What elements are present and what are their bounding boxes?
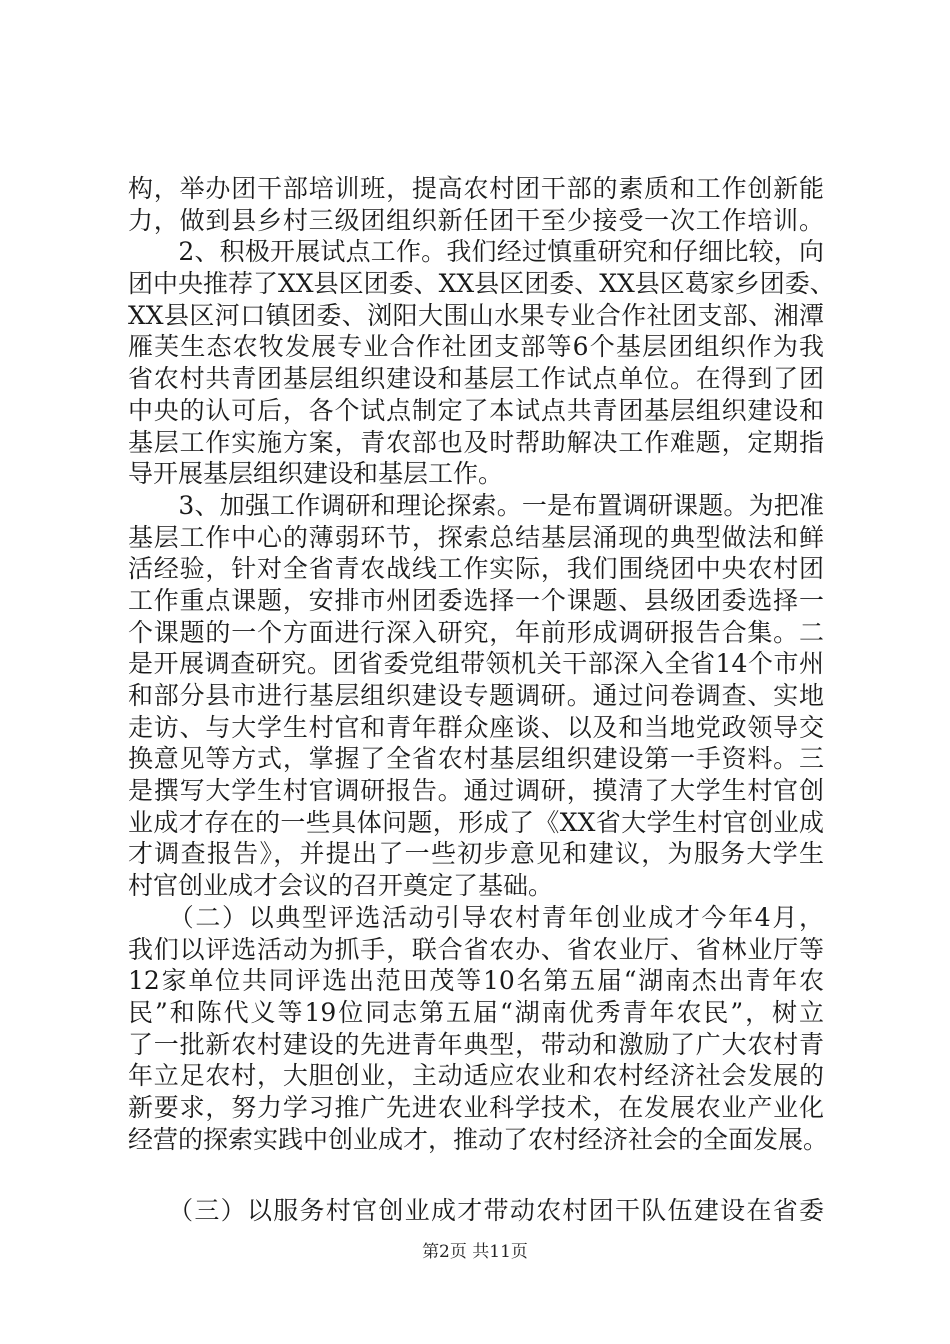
text-line: 力，做到县乡村三级团组织新任团干至少接受一次工作培训。 <box>128 205 824 235</box>
text-line: 个课题的一个方面进行深入研究，年前形成调研报告合集。二 <box>128 617 824 647</box>
text-line: 和部分县市进行基层组织建设专题调研。通过问卷调查、实地 <box>128 681 824 710</box>
text-line: XX县区河口镇团委、浏阳大围山水果专业合作社团支部、湘潭 <box>128 300 824 330</box>
text-line: 基层工作实施方案，青农部也及时帮助解决工作难题，定期指 <box>128 427 824 457</box>
text-line: （二）以典型评选活动引导农村青年创业成才今年4月， <box>128 902 824 932</box>
text-line: 工作重点课题，安排市州团委选择一个课题、县级团委选择一 <box>128 585 824 615</box>
text-line: 业成才存在的一些具体问题，形成了《XX省大学生村官创业成 <box>128 807 824 837</box>
text-line: 是撰写大学生村官调研报告。通过调研，摸清了大学生村官创 <box>128 776 824 806</box>
text-line: 12家单位共同评选出范田茂等10名第五届“湖南杰出青年农 <box>128 966 824 996</box>
text-line: 活经验，针对全省青农战线工作实际，我们围绕团中央农村团 <box>128 554 824 584</box>
text-line: 团中央推荐了XX县区团委、XX县区团委、XX县区葛家乡团委、 <box>128 269 835 299</box>
text-line: 导开展基层组织建设和基层工作。 <box>128 459 504 489</box>
body-text <box>128 173 835 1227</box>
page-footer: 第2页 共11页 <box>422 1242 528 1262</box>
text-line: 经营的探索实践中创业成才，推动了农村经济社会的全面发展。 <box>128 1124 829 1154</box>
text-line: 村官创业成才会议的召开奠定了基础。 <box>128 871 554 901</box>
text-line: 雁芙生态农牧发展专业合作社团支部等6个基层团组织作为我 <box>128 332 824 362</box>
text-line: 是开展调查研究。团省委党组带领机关干部深入全省14个市州 <box>128 649 824 679</box>
text-line: （三）以服务村官创业成才带动农村团干队伍建设在省委 <box>128 1196 824 1226</box>
text-line: 构，举办团干部培训班，提高农村团干部的素质和工作创新能 <box>128 174 824 203</box>
text-line: 换意见等方式，掌握了全省农村基层组织建设第一手资料。三 <box>128 744 824 774</box>
text-line: 省农村共青团基层组织建设和基层工作试点单位。在得到了团 <box>128 364 824 394</box>
text-line: 3、加强工作调研和理论探索。一是布置调研课题。为把准 <box>128 490 824 520</box>
text-line: 年立足农村，大胆创业，主动适应农业和农村经济社会发展的 <box>128 1061 824 1091</box>
text-line: 2、积极开展试点工作。我们经过慎重研究和仔细比较，向 <box>128 237 824 267</box>
text-line: 民”和陈代义等19位同志第五届“湖南优秀青年农民”，树立 <box>128 997 824 1027</box>
paragraph-gap <box>128 1155 824 1195</box>
text-line: 新要求，努力学习推广先进农业科学技术，在发展农业产业化 <box>128 1092 824 1122</box>
text-line: 走访、与大学生村官和青年群众座谈、以及和当地党政领导交 <box>128 712 824 742</box>
text-line: 我们以评选活动为抓手，联合省农办、省农业厅、省林业厅等 <box>128 934 824 964</box>
text-line: 才调查报告》，并提出了一些初步意见和建议，为服务大学生 <box>128 839 824 869</box>
text-line: 中央的认可后，各个试点制定了本试点共青团基层组织建设和 <box>128 395 824 425</box>
text-line: 了一批新农村建设的先进青年典型，带动和激励了广大农村青 <box>128 1029 824 1059</box>
text-line: 基层工作中心的薄弱环节，探索总结基层涌现的典型做法和鲜 <box>128 522 824 552</box>
